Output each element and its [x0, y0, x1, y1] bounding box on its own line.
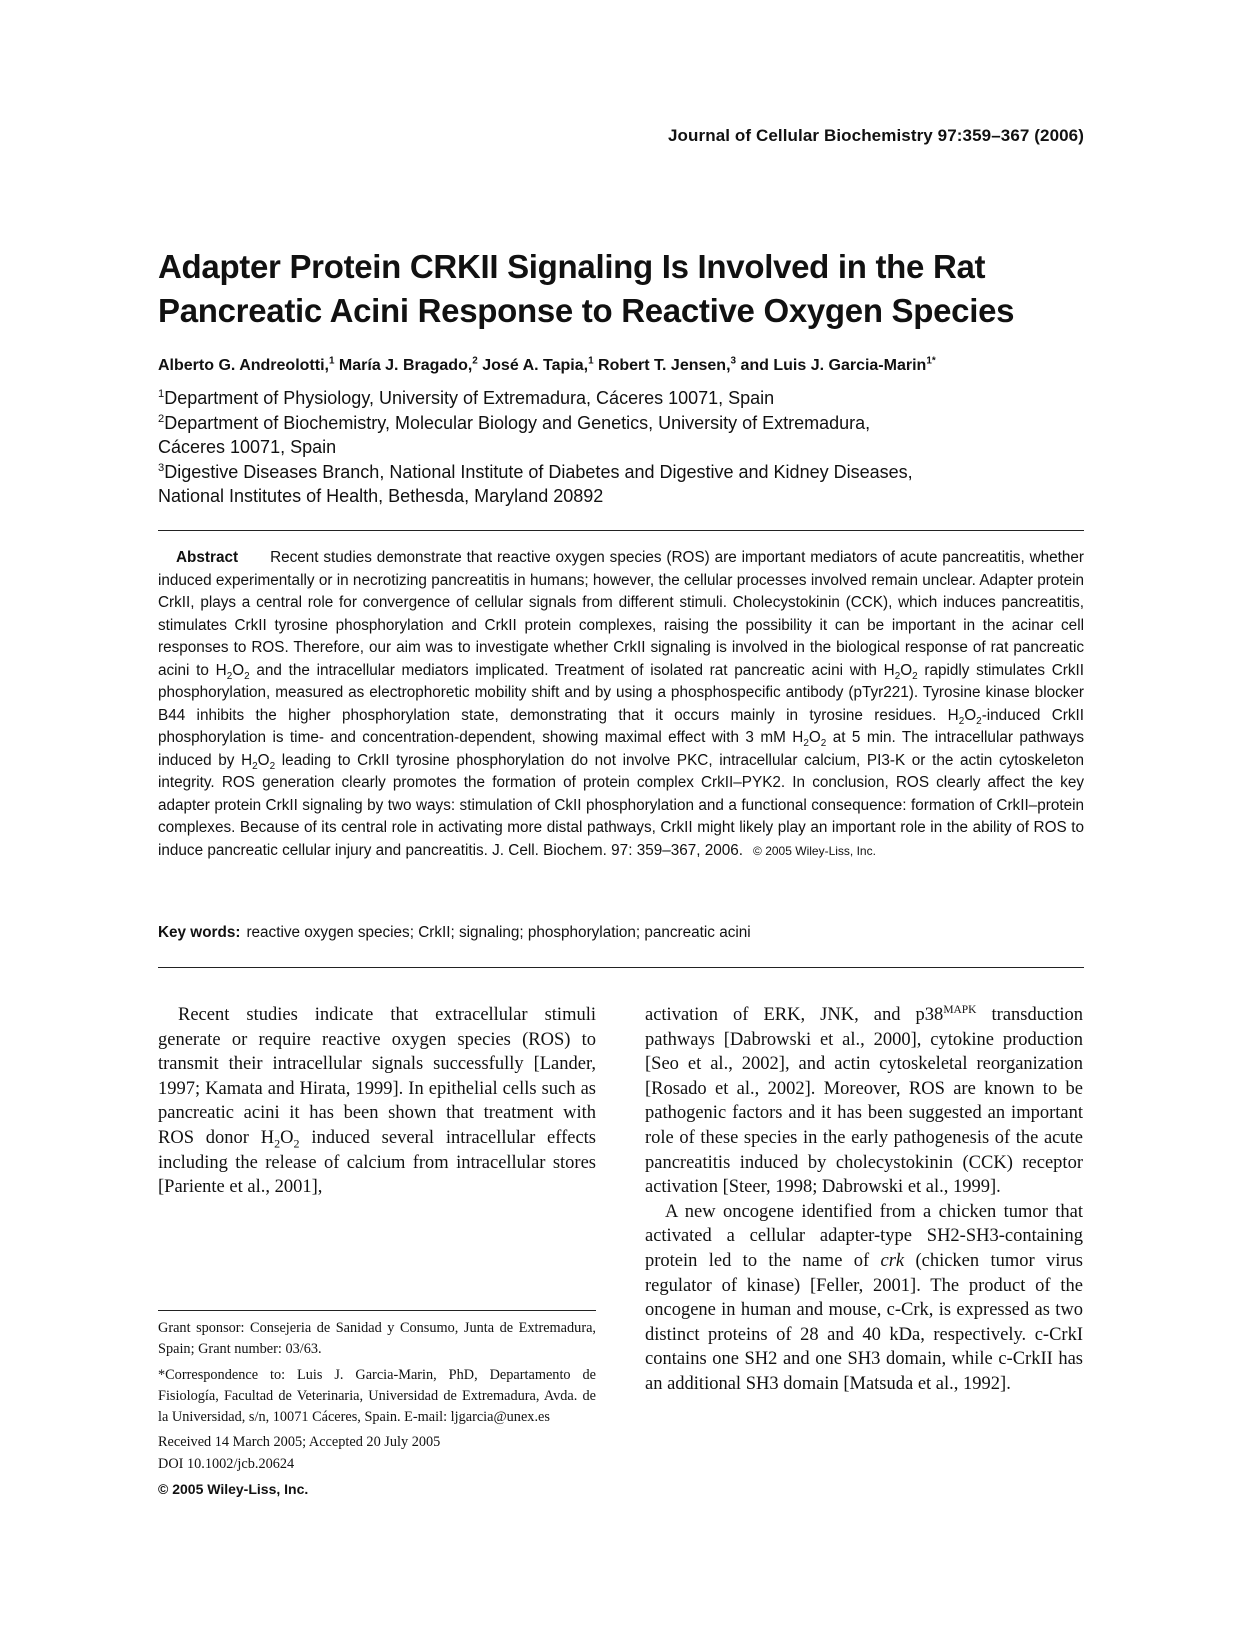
- chem-h: H: [947, 706, 959, 724]
- author-affil-mark: 3: [730, 355, 737, 367]
- affiliation-2: [158, 411, 1078, 436]
- affiliations: [158, 386, 1078, 509]
- affiliation-text: National Institutes of Health, Bethesda, Maryland 20892: [158, 486, 604, 506]
- chem-subscript: 2: [269, 760, 276, 772]
- affiliation-mark: 3: [158, 461, 165, 474]
- affiliation-1: [158, 386, 1078, 411]
- title-line-1: Adapter Protein CRKII Signaling Is Involved in the Rat: [158, 248, 986, 285]
- mapk-superscript: MAPK: [943, 1003, 977, 1016]
- chem-subscript: 2: [976, 715, 982, 727]
- divider-bottom: [158, 967, 1084, 968]
- footnote-correspondence: *Correspondence to: Luis J. Garcia-Marin, PhD, Departamento de Fisiología, Facultad de Veterinaria, Universidad de Extremadura, Avda. de la Universidad, s/n, 10071 Cáceres, Spain. E-mail: ljgarcia@unex.es: [158, 1366, 596, 1426]
- chem-o: O: [808, 729, 821, 746]
- body-text: induced several intracellular effects including the release of calcium from intracellular stores [Pariente et al., 2001],: [158, 1127, 596, 1198]
- affiliation-3: [158, 460, 1078, 485]
- affiliation-text: Cáceres 10071, Spain: [158, 437, 337, 457]
- author-name: José A. Tapia,: [477, 357, 589, 374]
- chem-h2o2: [883, 661, 918, 682]
- body-text: A new oncogene identified from a chicken tumor that activated a cellular adapter-type SH2-SH3-containing protein led to the name of: [645, 1201, 1083, 1271]
- chem-h2o2: [260, 1127, 300, 1151]
- chem-subscript: 2: [912, 670, 918, 682]
- chem-subscript: 2: [293, 1136, 300, 1151]
- gene-name-crk: crk: [880, 1250, 905, 1271]
- affiliation-mark: 1: [158, 388, 165, 400]
- chem-h2o2: [947, 706, 982, 727]
- author-list: [158, 357, 1098, 375]
- chem-subscript: 2: [274, 1136, 281, 1151]
- author-affil-mark: 1: [328, 355, 335, 367]
- keywords-text: reactive oxygen species; CrkII; signaling; phosphorylation; pancreatic acini: [246, 924, 751, 941]
- abstract-text: Recent studies demonstrate that reactive oxygen species (ROS) are important mediators of acute pancreatitis, whether induced experimentally or in necrotizing pancreatitis in humans; however, the cellular processes involved remain unclear. Adapter protein CrkII, plays a central role for convergence of cellular signals from different stimuli. Cholecystokinin (CCK), which induces pancreatitis, stimulates CrkII tyrosine phosphorylation and CrkII protein complexes, raising the possibility it can be important in the acinar cell responses to ROS. Therefore, our aim was to investigate whether CrkII signaling is involved in the biological response of rat pancreatic acini to: [158, 549, 1084, 679]
- chem-h2o2: [792, 729, 827, 750]
- body-paragraph: [645, 1200, 1083, 1397]
- footnote-grant: Grant sponsor: Consejeria de Sanidad y Consumo, Junta de Extremadura, Spain; Grant number: 03/63.: [158, 1320, 596, 1358]
- abstract-copyright: © 2005 Wiley-Liss, Inc.: [753, 843, 876, 858]
- body-text: transduction pathways [Dabrowski et al., 2000], cytokine production [Seo et al., 2002], and actin cytoskeletal reorganization [Rosado et al., 2002]. Moreover, ROS are known to be pathogenic factors and it has been suggested an important role of these species in the early pathogenesis of the acute pancreatitis induced by cholecystokinin (CCK) receptor activation [Steer, 1998; Dabrowski et al., 1999].: [645, 1005, 1083, 1198]
- body-text: activation of ERK, JNK, and p38: [645, 1005, 944, 1025]
- affiliation-3-cont: [158, 484, 1078, 509]
- body-paragraph: [645, 1003, 1083, 1200]
- chem-h2o2: [215, 661, 250, 682]
- chem-subscript: 2: [803, 738, 809, 750]
- chem-h: H: [883, 661, 895, 679]
- keywords-label: Key words:: [158, 924, 241, 941]
- chem-subscript: 2: [244, 670, 250, 682]
- chem-h: H: [260, 1127, 275, 1148]
- chem-subscript: 2: [958, 715, 965, 727]
- author-affil-mark: 1: [588, 355, 594, 367]
- chem-subscript: 2: [820, 738, 827, 750]
- chem-subscript: 2: [252, 760, 258, 772]
- journal-citation: Journal of Cellular Biochemistry 97:359–367 (2006): [667, 126, 1084, 145]
- abstract-text: leading to CrkII tyrosine phosphorylation do not involve PKC, intracellular calcium, PI3-K or the actin cytoskeleton integrity. ROS generation clearly promotes the formation of protein complex CrkII–PYK2. In conclusion, ROS clearly affect the key adapter protein CrkII signaling by two ways: stimulation of CkII phosphorylation and a functional consequence: formation of CrkII–protein complexes. Because of its central role in activating more distal pathways, CrkII might likely play an important role in the ability of ROS to induce pancreatic cellular injury and pancreatitis. J. Cell. Biochem. 97: 359–367, 2006.: [158, 751, 1084, 859]
- chem-subscript: 2: [894, 670, 901, 682]
- footnotes: [158, 1318, 596, 1504]
- chem-o: O: [964, 706, 977, 724]
- abstract-text: rapidly stimulates CrkII phosphorylation, measured as electrophoretic mobility shift and by using a phosphospecific antibody (pTyr221). Tyrosine kinase blocker B44 inhibits the higher phosphorylation state, demonstrating that it occurs mainly in tyrosine residues.: [158, 661, 1084, 724]
- author-name: María J. Bragado,: [334, 357, 473, 374]
- abstract-text: -induced CrkII phosphorylation is time- and concentration-dependent, showing maximal effect with 3 mM: [158, 706, 1084, 746]
- affiliation-2-cont: [158, 435, 1078, 460]
- divider-top: [158, 530, 1084, 531]
- article-title: [158, 245, 1088, 333]
- affiliation-text: Department of Biochemistry, Molecular Biology and Genetics, University of Extremadura,: [164, 412, 871, 433]
- abstract: [158, 547, 1084, 862]
- author-name: and Luis J. Garcia-Marin: [736, 357, 927, 374]
- chem-h2o2: [241, 751, 276, 772]
- body-text: Recent studies indicate that extracellular stimuli generate or require reactive oxygen species (ROS) to transmit their intracellular signals successfully [Lander, 1997; Kamata and Hirata, 1999]. In epithelial cells such as pancreatic acini it has been shown that treatment with ROS donor: [158, 1005, 596, 1148]
- body-paragraph: [158, 1003, 596, 1200]
- body-text: (chicken tumor virus regulator of kinase) [Feller, 2001]. The product of the oncogene in human and mouse, c-Crk, is expressed as two distinct proteins of 28 and 40 kDa, respectively. c-CrkI contains one SH2 and one SH3 domain, while c-CrkII has an additional SH3 domain [Matsuda et al., 1992].: [645, 1250, 1084, 1394]
- title-line-2: Pancreatic Acini Response to Reactive Oxygen Species: [158, 292, 1015, 329]
- chem-h: H: [241, 751, 253, 769]
- chem-o: O: [232, 661, 245, 679]
- abstract-text: and the intracellular mediators implicated. Treatment of isolated rat pancreatic acini with: [249, 661, 884, 679]
- chem-h: H: [792, 729, 804, 746]
- affiliation-mark: 2: [158, 412, 165, 425]
- chem-o: O: [280, 1127, 294, 1148]
- affiliation-text: Digestive Diseases Branch, National Institute of Diabetes and Digestive and Kidney Diseases,: [164, 461, 913, 482]
- author-affil-mark: 1*: [926, 355, 936, 367]
- chem-o: O: [257, 751, 270, 769]
- chem-subscript: 2: [226, 670, 233, 682]
- body-column-left: [158, 1003, 596, 1200]
- author-name: Alberto G. Andreolotti,: [158, 357, 329, 374]
- abstract-text: at 5 min. The intracellular pathways induced by: [158, 729, 1084, 769]
- footnote-copyright: © 2005 Wiley-Liss, Inc.: [158, 1481, 309, 1498]
- chem-h: H: [215, 661, 227, 679]
- abstract-label: Abstract: [176, 549, 239, 566]
- author-name: Robert T. Jensen,: [593, 357, 731, 374]
- affiliation-text: Department of Physiology, University of Extremadura, Cáceres 10071, Spain: [164, 388, 775, 408]
- chem-o: O: [900, 661, 913, 679]
- footnote-received: Received 14 March 2005; Accepted 20 July 2005: [158, 1434, 441, 1451]
- footnote-divider: [158, 1310, 596, 1311]
- keywords: [158, 924, 1084, 942]
- footnote-doi: DOI 10.1002/jcb.20624: [158, 1455, 295, 1472]
- body-column-right: [645, 1003, 1083, 1397]
- author-affil-mark: 2: [472, 355, 478, 367]
